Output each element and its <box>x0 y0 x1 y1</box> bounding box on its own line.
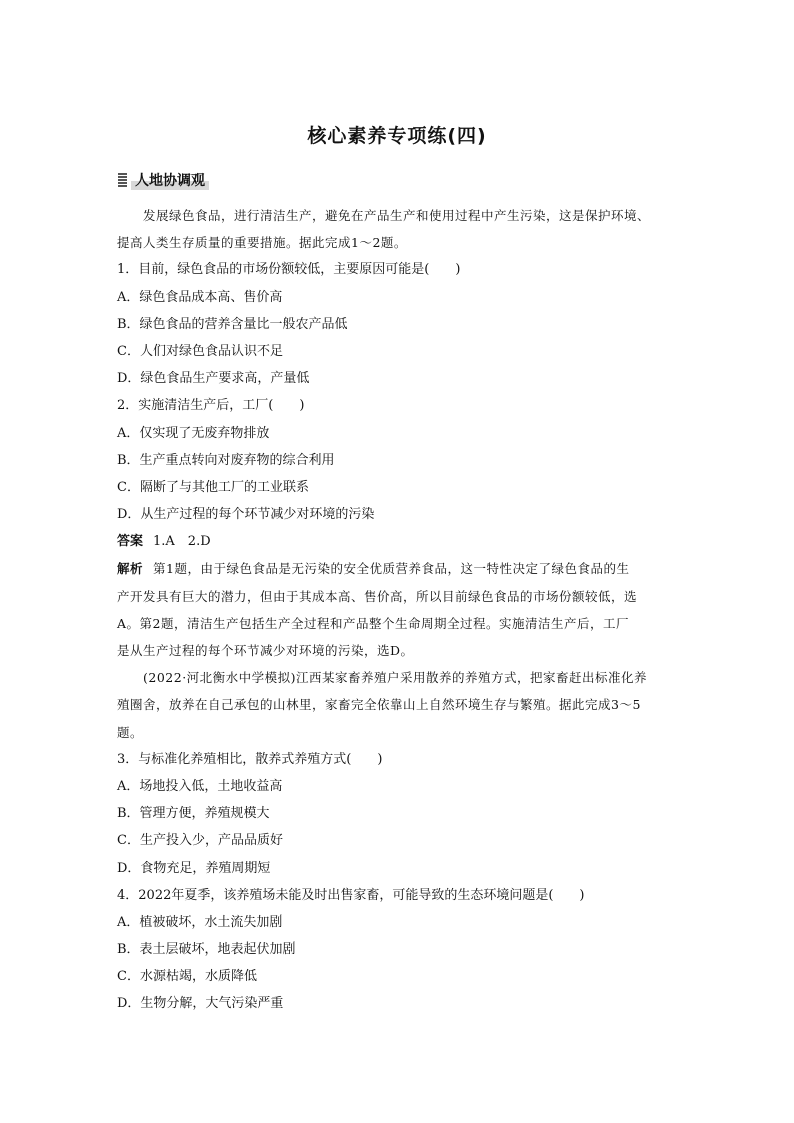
analysis-line: A。第2题，清洁生产包括生产全过程和产品整个生命周期全过程。实施清洁生产后，工厂 <box>117 615 629 631</box>
option-line: D．生物分解，大气污染严重 <box>117 996 284 1012</box>
analysis-line <box>117 555 683 582</box>
option-line: A．仅实现了无废弃物排放 <box>117 425 270 441</box>
option-line: D．绿色食品生产要求高，产量低 <box>117 371 310 387</box>
option-line: B．绿色食品的营养含量比一般农产品低 <box>117 316 348 332</box>
section-label: 人地协调观 <box>131 170 209 190</box>
option-line: C．隔断了与其他工厂的工业联系 <box>117 479 309 495</box>
passage-line: 题。 <box>117 724 144 740</box>
question-line: 2．实施清洁生产后，工厂( ) <box>117 398 305 414</box>
passage-line: (2022·河北衡水中学模拟)江西某家畜养殖户采用散养的养殖方式，把家畜赶出标准化养 <box>143 670 648 686</box>
answer-text: 1.A 2.D <box>153 534 211 550</box>
option-line: D．从生产过程的每个环节减少对环境的污染 <box>117 507 375 523</box>
answer-label: 答案 <box>117 534 144 550</box>
question-line: 1．目前，绿色食品的市场份额较低，主要原因可能是( ) <box>117 262 461 278</box>
content <box>117 202 683 1018</box>
option-line: A．绿色食品成本高、售价高 <box>117 289 283 305</box>
section-heading <box>118 170 214 190</box>
option-line: D．食物充足，养殖周期短 <box>117 860 271 876</box>
analysis-label: 解析 <box>117 561 144 577</box>
section-marker-icon <box>118 173 127 188</box>
passage-line: 发展绿色食品，进行清洁生产，避免在产品生产和使用过程中产生污染，这是保护环境、 <box>143 208 651 223</box>
option-line: A．场地投入低，土地收益高 <box>117 778 283 794</box>
answer-line <box>117 528 683 555</box>
analysis-text: 第1题，由于绿色食品是无污染的安全优质营养食品，这一特性决定了绿色食品的生 <box>153 561 630 577</box>
analysis-line: 是从生产过程的每个环节减少对环境的污染，选D。 <box>117 643 414 658</box>
option-line: B．管理方便，养殖规模大 <box>117 806 270 822</box>
option-line: B．生产重点转向对废弃物的综合利用 <box>117 452 335 468</box>
analysis-line: 产开发具有巨大的潜力，但由于其成本高、售价高，所以目前绿色食品的市场份额较低，选 <box>117 588 638 604</box>
passage-line: 提高人类生存质量的重要措施。据此完成1～2题。 <box>117 235 407 251</box>
option-line: C．水源枯竭，水质降低 <box>117 969 257 985</box>
option-line: C．人们对绿色食品认识不足 <box>117 343 283 359</box>
option-line: B．表土层破坏，地表起伏加剧 <box>117 942 296 958</box>
passage-line: 殖圈舍，放养在自己承包的山林里，家畜完全依靠山上自然环境生存与繁殖。据此完成3～5 <box>117 697 641 713</box>
page-title: 核心素养专项练(四) <box>307 125 487 147</box>
option-line: C．生产投入少，产品品质好 <box>117 833 283 849</box>
question-line: 4．2022年夏季，该养殖场未能及时出售家畜，可能导致的生态环境问题是( ) <box>117 887 585 903</box>
option-line: A．植被破坏，水土流失加剧 <box>117 914 283 930</box>
question-line: 3．与标准化养殖相比，散养式养殖方式( ) <box>117 751 383 767</box>
